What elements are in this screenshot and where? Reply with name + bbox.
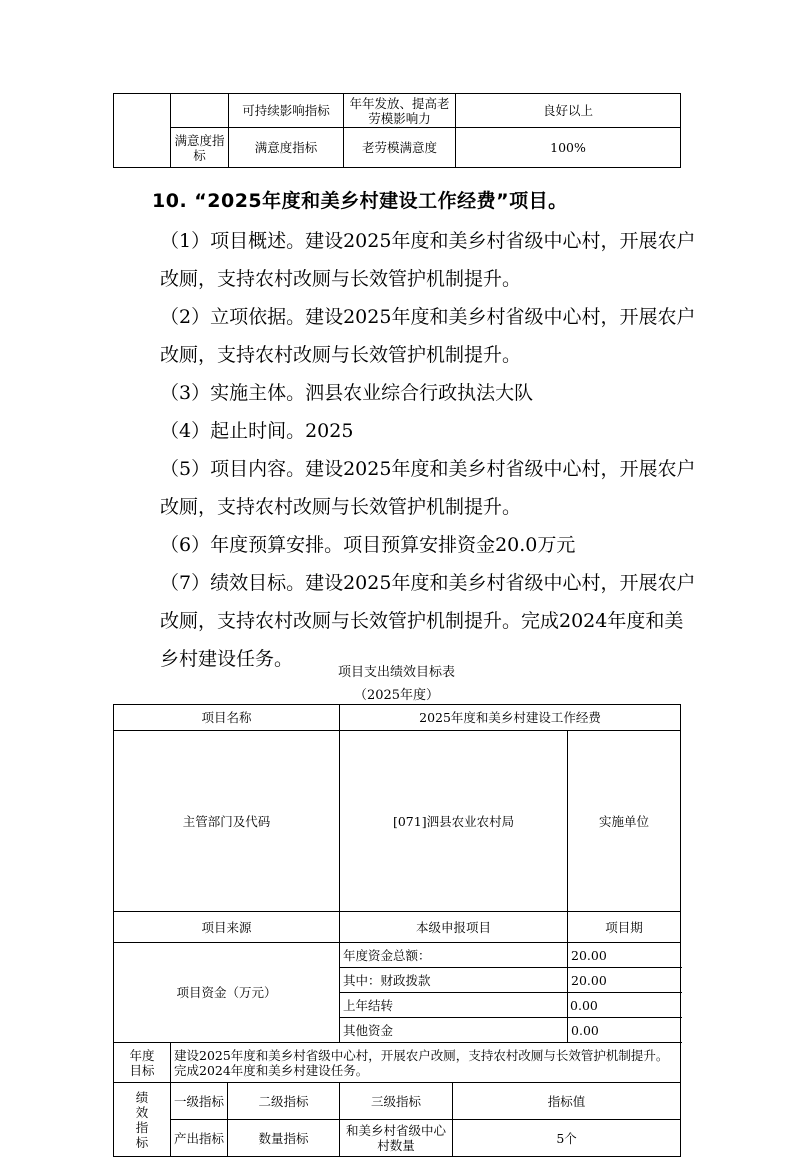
paragraph-overview: （1）项目概述。建设2025年度和美乡村省级中心村，开展农户改厕，支持农村改厕与长效管护机制提升。 <box>160 230 696 290</box>
performance-target-table <box>113 704 681 1157</box>
header-value: 指标值 <box>453 1083 681 1120</box>
blank-cell <box>114 94 171 168</box>
header-level2: 二级指标 <box>228 1083 340 1120</box>
paragraph-budget: （6）年度预算安排。项目预算安排资金20.0万元 <box>160 534 576 556</box>
carry-value: 0.00 <box>568 993 681 1018</box>
total-value: 20.00 <box>568 943 681 968</box>
source-value: 本级申报项目 <box>340 912 568 943</box>
blank-cell <box>171 94 229 128</box>
paragraph-goal: （7）绩效目标。建设2025年度和美乡村省级中心村，开展农户改厕，支持农村改厕与长效管护机制提升。完成2024年度和美乡村建设任务。 <box>160 572 696 670</box>
header-level1: 一级指标 <box>171 1083 228 1120</box>
source-label: 项目来源 <box>114 912 340 943</box>
satisfaction-level1-cell: 满意度指标 <box>171 128 229 168</box>
project-name-label: 项目名称 <box>114 705 340 731</box>
satisfaction-value-cell: 100% <box>456 128 681 168</box>
unit-label: 实施单位 <box>568 731 681 912</box>
sustain-indicator-cell: 可持续影响指标 <box>229 94 344 128</box>
output-level3: 和美乡村省级中心村数量 <box>340 1120 453 1157</box>
section-heading: 10. “2025年度和美乡村建设工作经费”项目。 <box>152 190 568 212</box>
sustain-value-cell: 良好以上 <box>456 94 681 128</box>
paragraph-period: （4）起止时间。2025 <box>160 420 354 442</box>
total-label: 年度资金总额： <box>340 943 568 968</box>
goal-value: 建设2025年度和美乡村省级中心村，开展农户改厕，支持农村改厕与长效管护机制提升。完成2024年度和美乡村建设任务。 <box>171 1043 681 1083</box>
sustain-detail-cell: 年年发放、提高老劳模影响力 <box>344 94 456 128</box>
table-title: 项目支出绩效目标表 <box>337 665 455 680</box>
output-level2: 数量指标 <box>228 1120 340 1157</box>
satisfaction-level3-cell: 老劳模满意度 <box>344 128 456 168</box>
satisfaction-level2-cell: 满意度指标 <box>229 128 344 168</box>
project-name-value: 2025年度和美乡村建设工作经费 <box>340 705 681 731</box>
fiscal-label: 其中：财政拨款 <box>340 968 568 993</box>
goal-label: 年度目标 <box>114 1043 171 1083</box>
table-year: （2025年度） <box>353 688 440 703</box>
dept-value: [071]泗县农业农村局 <box>340 731 568 912</box>
carry-label: 上年结转 <box>340 993 568 1018</box>
output-value: 5个 <box>453 1120 681 1157</box>
top-indicator-table <box>113 93 681 168</box>
funds-label: 项目资金（万元） <box>114 943 340 1043</box>
paragraph-content: （5）项目内容。建设2025年度和美乡村省级中心村，开展农户改厕，支持农村改厕与长效管护机制提升。 <box>160 458 696 518</box>
output-level1: 产出指标 <box>171 1120 228 1157</box>
header-level3: 三级指标 <box>340 1083 453 1120</box>
paragraph-subject: （3）实施主体。泗县农业综合行政执法大队 <box>160 382 534 404</box>
other-value: 0.00 <box>568 1018 681 1043</box>
period-label: 项目期 <box>568 912 681 943</box>
fiscal-value: 20.00 <box>568 968 681 993</box>
paragraph-basis: （2）立项依据。建设2025年度和美乡村省级中心村，开展农户改厕，支持农村改厕与长效管护机制提升。 <box>160 306 696 366</box>
perf-label: 绩效指标 <box>114 1083 171 1157</box>
other-label: 其他资金 <box>340 1018 568 1043</box>
dept-label: 主管部门及代码 <box>114 731 340 912</box>
